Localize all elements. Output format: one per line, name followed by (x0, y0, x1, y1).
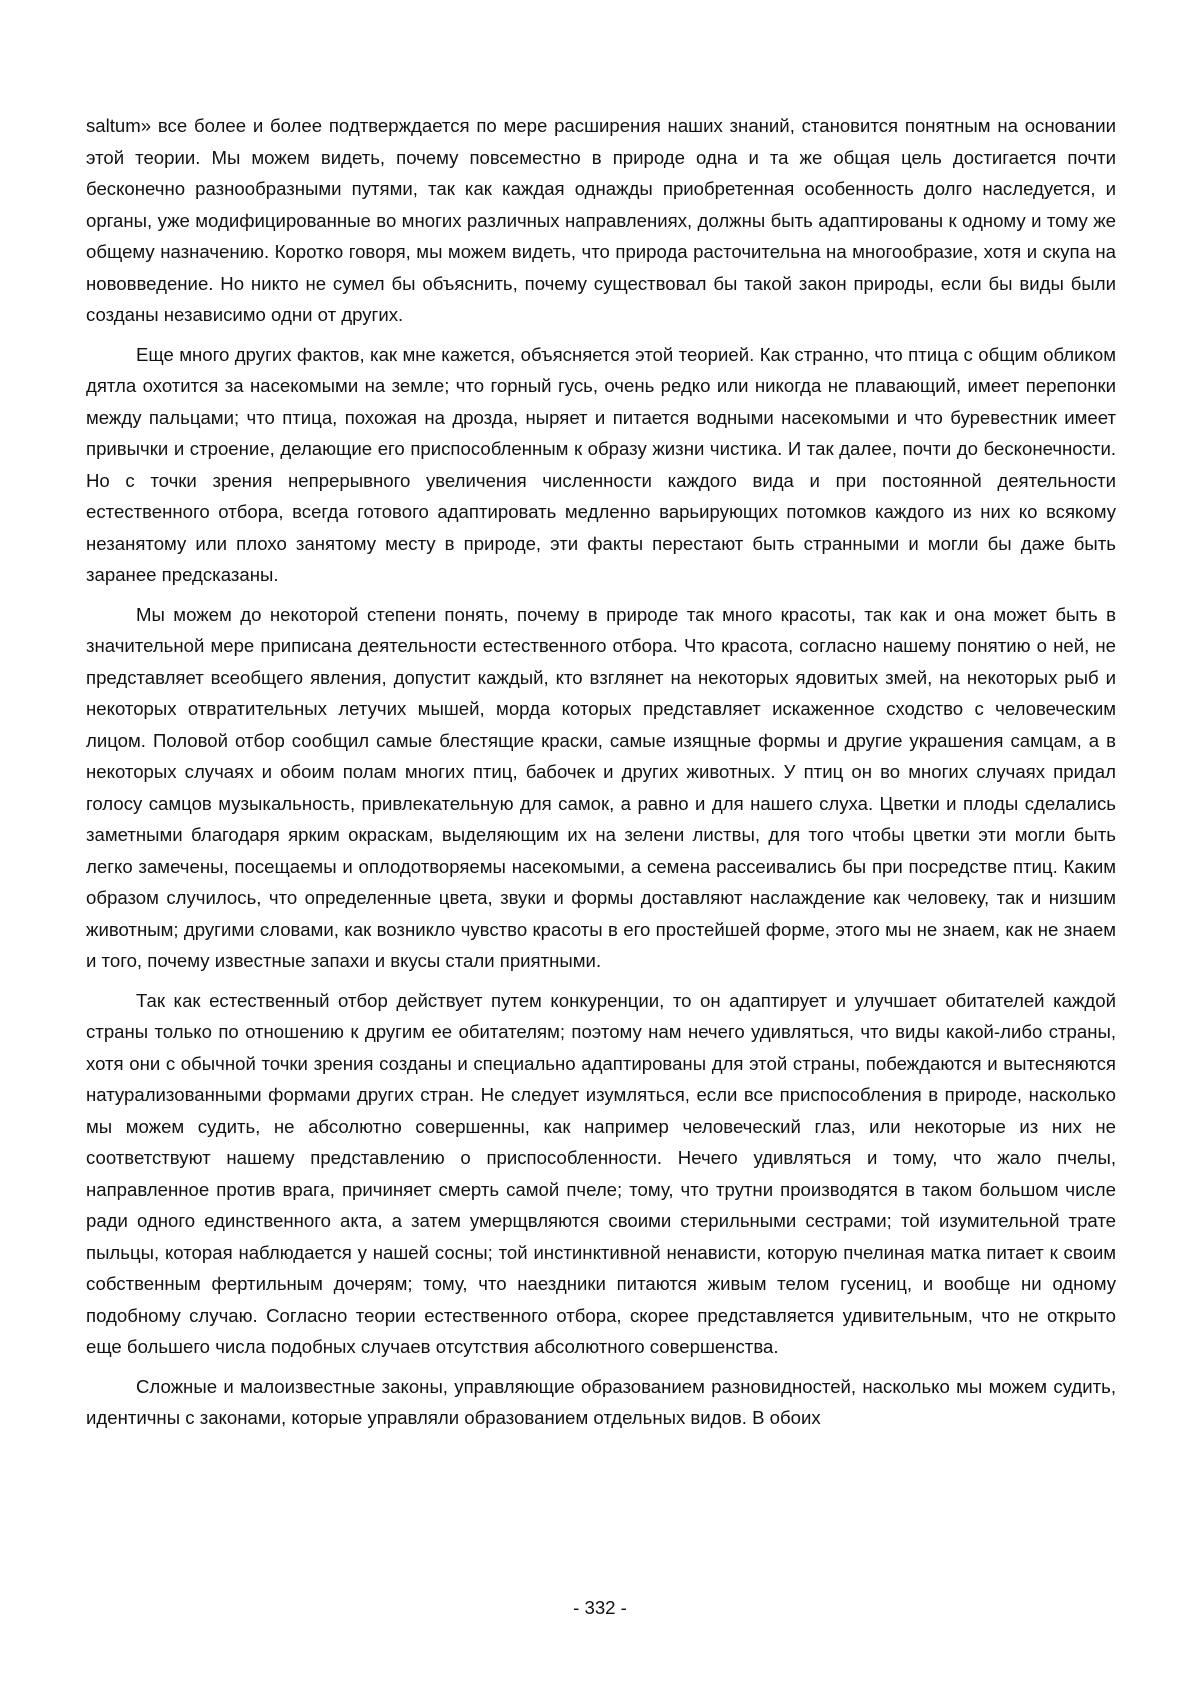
paragraph-1: saltum» все более и более подтверждается по мере расширения наших знаний, становится понятным на основании этой теории. Мы можем видеть, почему повсеместно в природе одна и та же общая цель достигается почти бесконечно разнообразными путями, так как каждая однажды приобретенная особенность долго наследуется, и органы, уже модифицированные во многих различных направлениях, должны быть адаптированы к одному и тому же общему назначению. Коротко говоря, мы можем видеть, что природа расточительна на многообразие, хотя и скупа на нововведение. Но никто не сумел бы объяснить, почему существовал бы такой закон природы, если бы виды были созданы независимо одни от других. (86, 115, 1116, 325)
paragraph-2: Еще много других фактов, как мне кажется, объясняется этой теорией. Как странно, что птица с общим обликом дятла охотится за насекомыми на земле; что горный гусь, очень редко или никогда не плавающий, имеет перепонки между пальцами; что птица, похожая на дрозда, ныряет и питается водными насекомыми и что буревестник имеет привычки и строение, делающие его приспособленным к образу жизни чистика. И так далее, почти до бесконечности. Но с точки зрения непрерывного увеличения численности каждого вида и при постоянной деятельности естественного отбора, всегда готового адаптировать медленно варьирующих потомков каждого из них ко всякому незанятому или плохо занятому месту в природе, эти факты перестают быть странными и могли бы даже быть заранее предсказаны. (86, 343, 1116, 585)
page-body (86, 110, 1116, 1442)
paragraph-5: Сложные и малоизвестные законы, управляющие образованием разновидностей, насколько мы можем судить, идентичны с законами, которые управляли образованием отдельных видов. В обоих (86, 1375, 1116, 1428)
paragraph-4: Так как естественный отбор действует путем конкуренции, то он адаптирует и улучшает обитателей каждой страны только по отношению к другим ее обитателям; поэтому нам нечего удивляться, что виды какой-либо страны, хотя они с обычной точки зрения созданы и специально адаптированы для этой страны, побеждаются и вытесняются натурализованными формами других стран. Не следует изумляться, если все приспособления в природе, насколько мы можем судить, не абсолютно совершенны, как например человеческий глаз, или некоторые из них не соответствуют нашему представлению о приспособленности. Нечего удивляться и тому, что жало пчелы, направленное против врага, причиняет смерть самой пчеле; тому, что трутни производятся в таком большом числе ради одного единственного акта, а затем умерщвляются своими стерильными сестрами; той изумительной трате пыльцы, которая наблюдается у нашей сосны; той инстинктивной ненависти, которую пчелиная матка питает к своим собственным фертильным дочерям; тому, что наездники питаются живым телом гусениц, и вообще ни одному подобному случаю. Согласно теории естественного отбора, скорее представляется удивительным, что не открыто еще большего числа подобных случаев отсутствия абсолютного совершенства. (86, 989, 1116, 1357)
paragraph-3: Мы можем до некоторой степени понять, почему в природе так много красоты, так как и она может быть в значительной мере приписана деятельности естественного отбора. Что красота, согласно нашему понятию о ней, не представляет всеобщего явления, допустит каждый, кто взглянет на некоторых ядовитых змей, на некоторых рыб и некоторых отвратительных летучих мышей, морда которых представляет искаженное сходство с человеческим лицом. Половой отбор сообщил самые блестящие краски, самые изящные формы и другие украшения самцам, а в некоторых случаях и обоим полам многих птиц, бабочек и других животных. У птиц он во многих случаях придал голосу самцов музыкальность, привлекательную для самок, а равно и для нашего слуха. Цветки и плоды сделались заметными благодаря ярким окраскам, выделяющим их на зелени листвы, для того чтобы цветки эти могли быть легко замечены, посещаемы и оплодотворяемы насекомыми, а семена рассеивались бы при посредстве птиц. Каким образом случилось, что определенные цвета, звуки и формы доставляют наслаждение как человеку, так и низшим животным; другими словами, как возникло чувство красоты в его простейшей форме, этого мы не знаем, как не знаем и того, почему известные запахи и вкусы стали приятными. (86, 603, 1116, 971)
page-number: - 332 - (573, 1597, 627, 1618)
